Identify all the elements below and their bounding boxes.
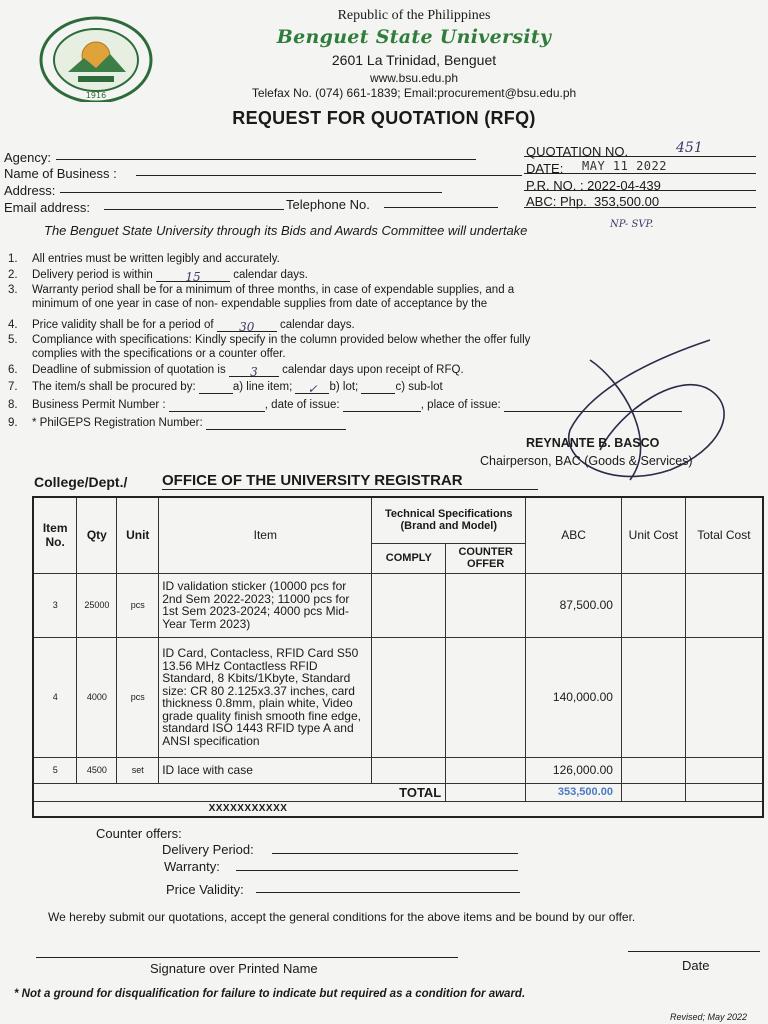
email-label: Email address: [4,200,90,215]
counter-price-field[interactable] [256,881,520,893]
chairperson-signature [530,320,750,500]
form-title: REQUEST FOR QUOTATION (RFQ) [232,108,536,128]
telephone-label: Telephone No. [286,197,370,212]
condition-number: 2. [8,269,18,281]
items-table [32,496,764,818]
header-item: Item [159,497,372,573]
condition-number: 1. [8,253,18,265]
date-of-issue-label: , date of issue: [264,399,340,411]
total-label: TOTAL [33,783,446,801]
email-field[interactable] [104,198,284,210]
table-row [33,637,763,757]
header-comply: COMPLY [372,543,446,573]
date-of-issue-field[interactable] [343,400,421,412]
condition-text-continued: minimum of one year in case of non- expendable supplies from date of acceptance by the [32,298,488,310]
row-unit-cost-cell[interactable] [621,637,685,757]
row-item: ID lace with case [159,757,372,783]
counter-delivery-field[interactable] [272,842,518,854]
row-abc: 87,500.00 [526,573,622,637]
pr-number: P.R. NO. : 2022-04-439 [526,178,661,193]
line-item-field[interactable] [199,382,233,394]
condition-6 [8,363,464,377]
row-item-no: 3 [33,573,77,637]
business-permit-field[interactable] [169,400,265,412]
counter-delivery-label: Delivery Period: [162,842,254,857]
quotation-no-label: QUOTATION NO. [526,144,629,159]
row-comply-cell[interactable] [372,757,446,783]
condition-text: The item/s shall be procured by: [32,381,196,393]
abc-value: 353,500.00 [594,194,660,209]
row-item-no: 5 [33,757,77,783]
row-qty: 4000 [77,637,117,757]
condition-7 [8,380,443,394]
filler-row [33,801,763,817]
condition-text: Warranty period shall be for a minimum of three months, in case of expendable supplies, and a [32,284,515,296]
date-line [524,162,756,174]
lot-field[interactable]: ✓ [295,382,329,394]
condition-1 [8,252,280,266]
condition-4 [8,318,355,332]
quotation-no-line [524,145,756,157]
condition-text: * PhilGEPS Registration Number: [32,417,203,429]
condition-number: 6. [8,364,18,376]
condition-number: 3. [8,284,18,296]
delivery-days-value: 15 [185,270,201,284]
footnote: * Not a ground for disqualification for failure to indicate but required as a condition for award. [14,988,526,1000]
condition-text: calendar days. [233,269,308,281]
header-counter-offer: COUNTER OFFER [446,543,526,573]
condition-number: 4. [8,319,18,331]
row-qty: 25000 [77,573,117,637]
condition-9 [8,416,346,430]
header-tech-specs: Technical Specifications (Brand and Model) [372,497,526,543]
date-signed-line[interactable] [628,940,760,952]
row-comply-cell[interactable] [372,573,446,637]
address-label: Address: [4,183,56,198]
university-address: 2601 La Trinidad, Benguet [331,52,497,68]
condition-text: Business Permit Number : [32,399,166,411]
agency-label: Agency: [4,150,51,165]
row-item: ID Card, Contacless, RFID Card S50 13.56 MHz Contactless RFID Standard, 8 Kbits/1Kbyte, Standard size: CR 80 2.125x3.37 inches, card thickness 0.8mm, plain white, Video grade quality finish smooth fine edge, standard ISO 1443 RFID type A and ANSI specification [159,637,372,757]
telephone-field[interactable] [384,196,498,208]
condition-text: Compliance with specifications: Kindly specify in the column provided below whether the offer fully [32,334,531,346]
row-item: ID validation sticker (10000 pcs for 2nd Sem 2022-2023; 11000 pcs for 1st Sem 2023-2024; 4000 pcs Mid-Year Term 2023) [159,573,372,637]
header-unit: Unit [117,497,159,573]
place-of-issue-label: , place of issue: [420,399,501,411]
condition-text: calendar days upon receipt of RFQ. [282,364,464,376]
row-unit: pcs [117,573,159,637]
row-comply-cell[interactable] [372,637,446,757]
address-field[interactable] [60,181,442,193]
row-counter-offer-cell[interactable] [446,757,526,783]
header-abc: ABC [526,497,622,573]
row-unit: set [117,757,159,783]
row-unit-cost-cell[interactable] [621,757,685,783]
business-name-field[interactable] [136,164,522,176]
row-unit-cost-cell[interactable] [621,573,685,637]
option-lot: b) lot; [329,381,359,393]
submit-statement: We hereby submit our quotations, accept the general conditions for the above items and be bound by our offer. [48,910,636,924]
total-row [33,783,763,801]
row-item-no: 4 [33,637,77,757]
condition-3 [8,283,514,311]
row-total-cost-cell[interactable] [685,637,763,757]
deadline-days-value: 3 [250,365,258,379]
condition-text-continued: complies with the specifications or a counter offer. [32,348,286,360]
row-counter-offer-cell[interactable] [446,637,526,757]
condition-text: calendar days. [279,319,355,331]
header-total-cost: Total Cost [685,497,763,573]
delivery-days-field[interactable] [156,270,230,282]
abc-label: ABC: Php. [526,194,587,209]
condition-2 [8,268,308,282]
condition-text: All entries must be written legibly and accurately. [32,253,280,265]
university-contact: Telefax No. (074) 661-1839; Email:procurement@bsu.edu.ph [251,86,577,100]
total-value: 353,500.00 [526,783,622,801]
procurement-mode-note: NP- SVP. [610,219,654,230]
business-name-label: Name of Business : [4,166,117,181]
condition-text: Price validity shall be for a period of [32,319,214,331]
row-abc: 126,000.00 [526,757,622,783]
quotation-no-value: 451 [676,140,703,156]
deadline-days-field[interactable] [229,365,279,377]
revision-note: Revised; May 2022 [670,1012,748,1022]
date-stamp: MAY 11 2022 [582,159,667,173]
counter-warranty-field[interactable] [236,859,518,871]
condition-number: 7. [8,381,18,393]
filler-text: XXXXXXXXXXX [33,801,763,817]
row-abc: 140,000.00 [526,637,622,757]
abc-line [524,196,756,208]
row-unit: pcs [117,637,159,757]
date-label: DATE: [526,161,564,176]
counter-offers-title: Counter offers: [96,826,182,841]
republic-line: Republic of the Philippines [337,8,491,23]
row-total-cost-cell[interactable] [685,757,763,783]
table-row [33,573,763,637]
condition-5 [8,333,530,361]
condition-number: 5. [8,334,18,346]
philgeps-field[interactable] [206,418,346,430]
condition-number: 9. [8,417,18,429]
condition-text: Deadline of submission of quotation is [32,364,226,376]
intro-text: The Benguet State University through its Bids and Awards Committee will undertake [44,223,528,238]
price-validity-value: 30 [239,320,255,334]
university-website: www.bsu.edu.ph [369,71,459,85]
option-line-item: a) line item; [232,381,293,393]
chairperson-name: REYNANTE B. BASCO [526,436,660,450]
counter-warranty-label: Warranty: [164,859,220,874]
agency-field[interactable] [56,148,476,160]
header-qty: Qty [77,497,117,573]
counter-price-label: Price Validity: [166,882,244,897]
college-label: College/Dept./ [34,474,128,490]
condition-number: 8. [8,399,18,411]
row-counter-offer-cell[interactable] [446,573,526,637]
signature-line[interactable] [36,946,458,958]
pr-line [524,179,756,191]
chairperson-title: Chairperson, BAC (Goods & Services) [480,454,693,468]
header-item-no: Item No. [33,497,77,573]
college-value: OFFICE OF THE UNIVERSITY REGISTRAR [162,472,538,490]
row-total-cost-cell[interactable] [685,573,763,637]
option-sub-lot: c) sub-lot [395,381,443,393]
seal-year: 1916 [85,91,107,100]
sub-lot-field[interactable] [361,382,395,394]
row-qty: 4500 [77,757,117,783]
price-validity-field[interactable] [217,320,277,332]
table-row [33,757,763,783]
university-name: Benguet State University [276,26,552,48]
condition-text: Delivery period is within [32,269,153,281]
signature-label: Signature over Printed Name [150,961,318,976]
date-signed-label: Date [682,958,710,973]
header-unit-cost: Unit Cost [621,497,685,573]
